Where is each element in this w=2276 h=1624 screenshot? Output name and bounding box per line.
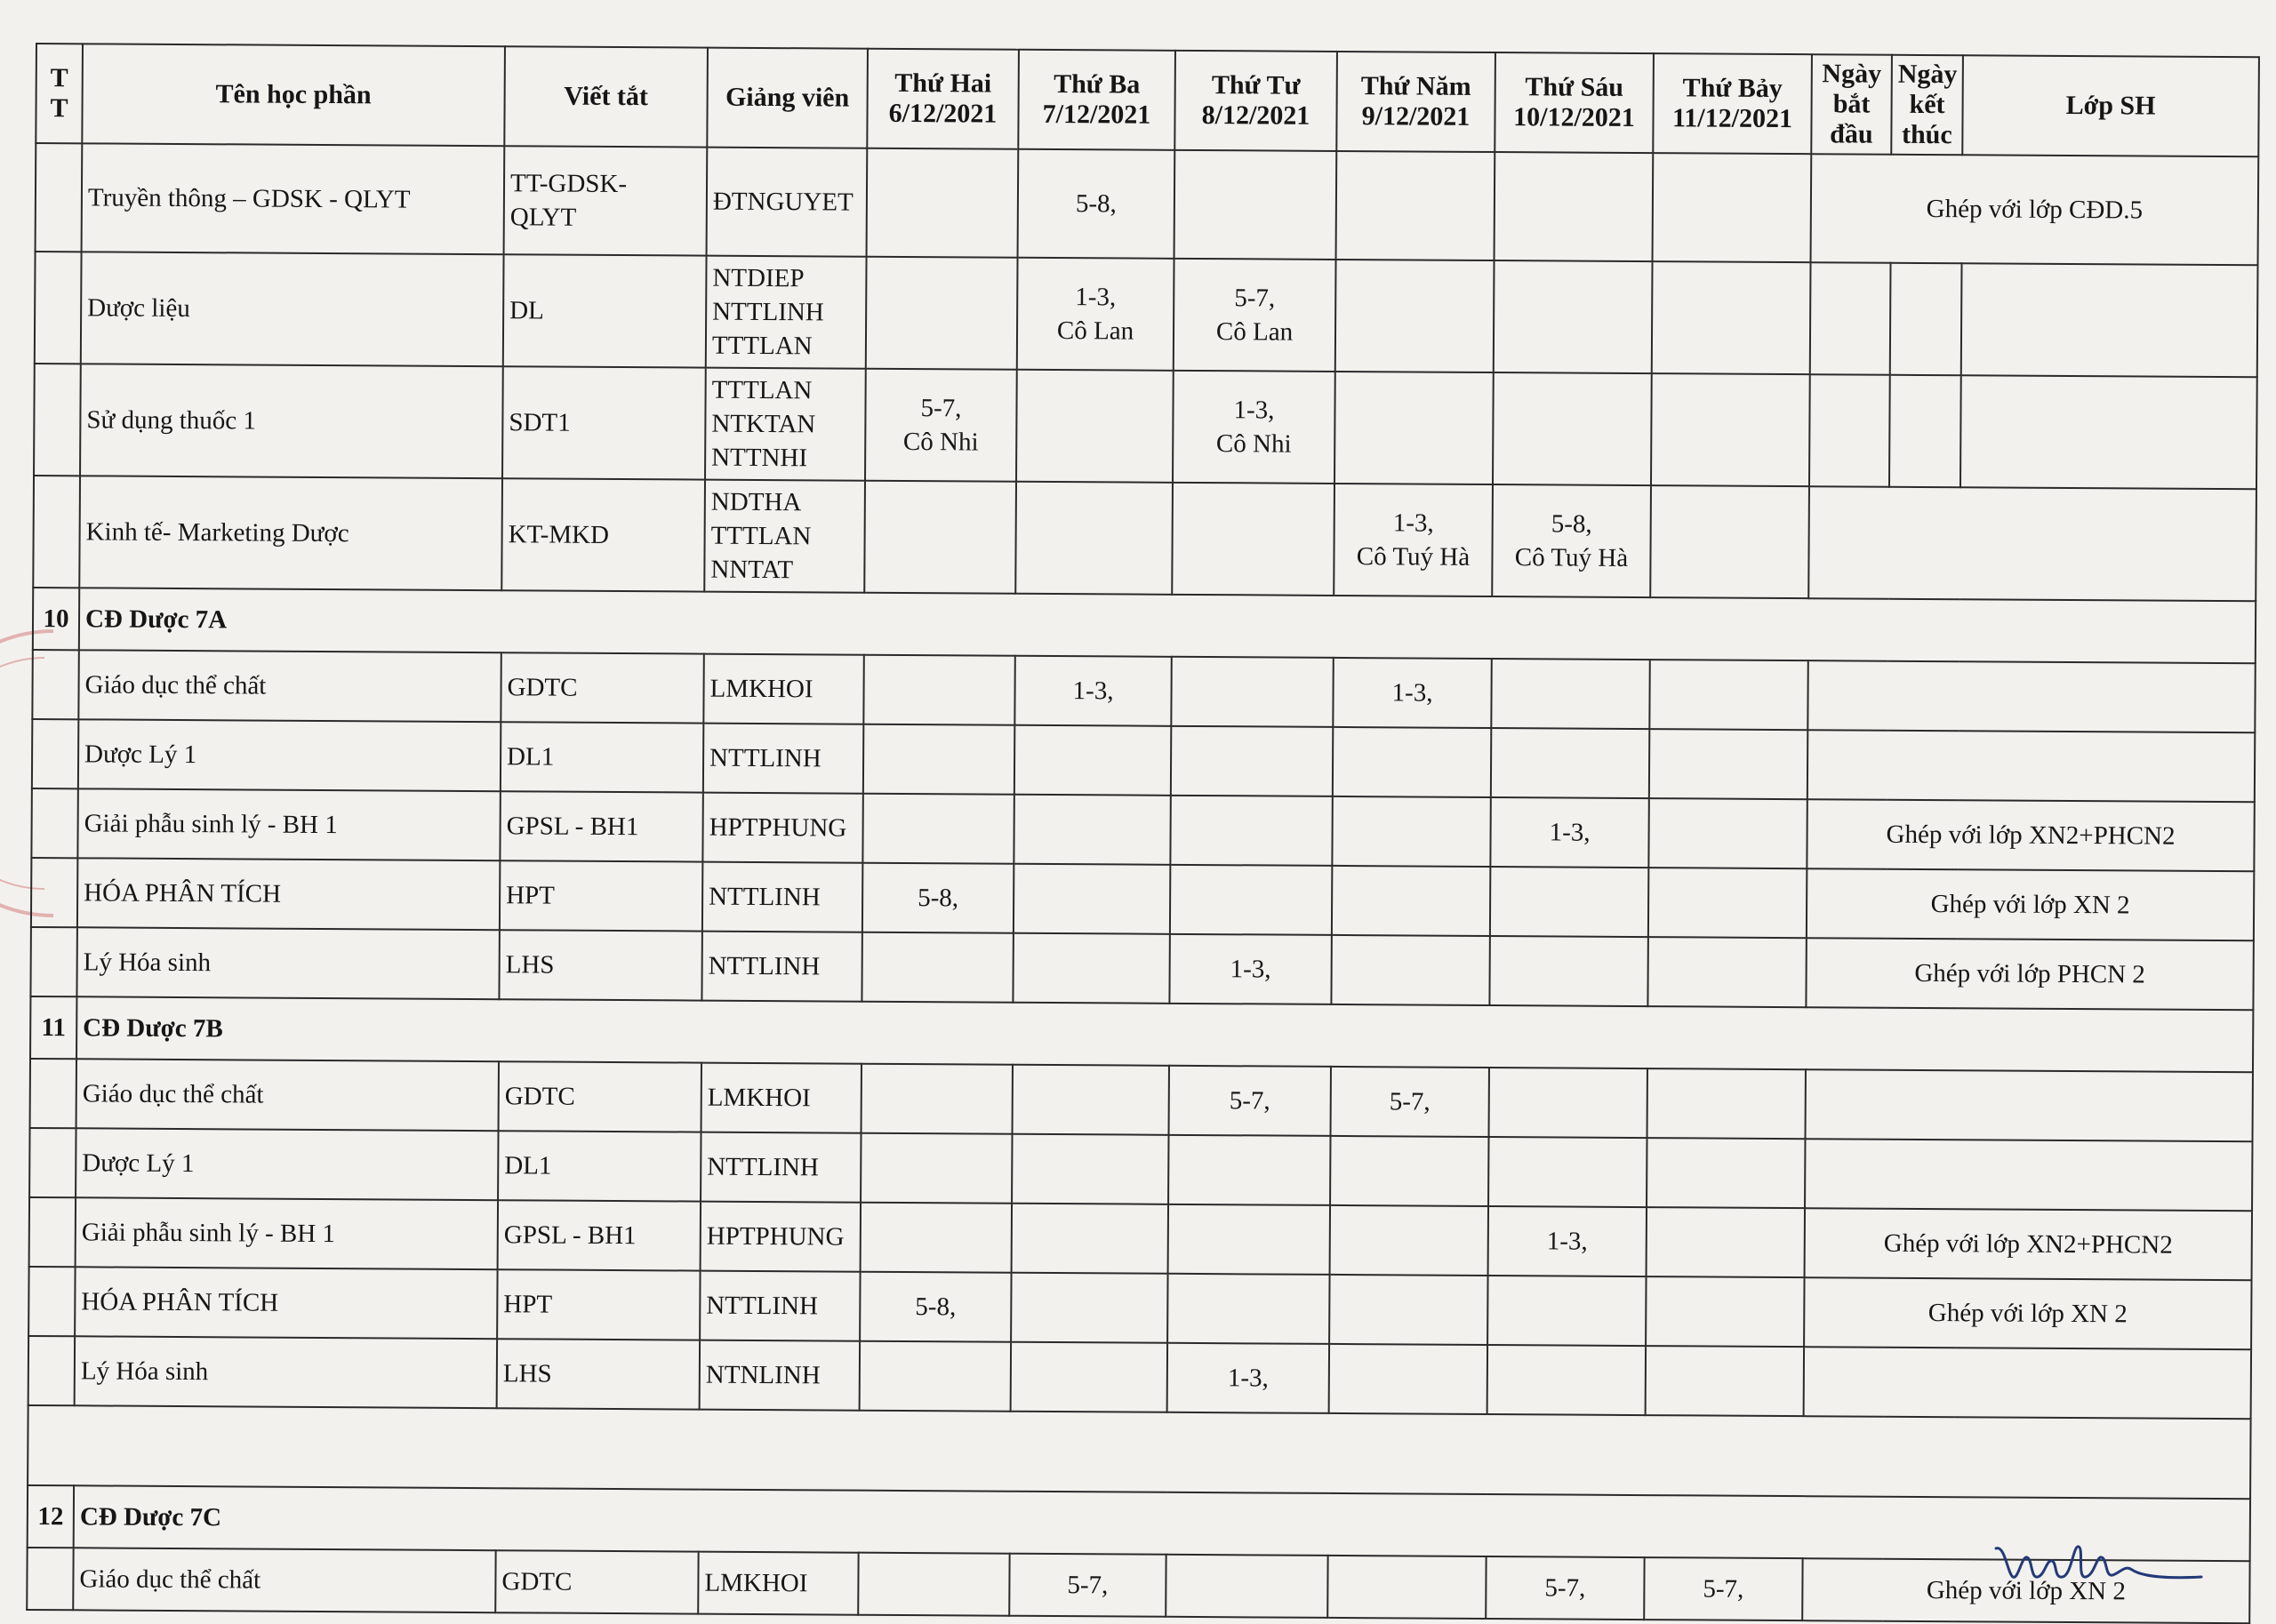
thursday-cell	[1333, 727, 1491, 797]
monday-cell	[862, 794, 1014, 864]
wednesday-cell	[1168, 1204, 1330, 1275]
thursday-cell	[1327, 1556, 1486, 1619]
saturday-cell	[1646, 1346, 1804, 1416]
row-number	[34, 364, 81, 476]
friday-cell	[1488, 1137, 1647, 1207]
blank-cell	[28, 1405, 2251, 1499]
thursday-cell: 1-3,	[1333, 658, 1491, 728]
blank-row	[28, 1405, 2251, 1499]
lecturer: TTTLAN NTKTAN NTTNHI	[705, 368, 866, 481]
saturday-cell	[1648, 868, 1807, 938]
subject-abbr: GDTC	[499, 1061, 701, 1132]
monday-cell: 5-8,	[862, 863, 1014, 933]
subject-abbr: DL1	[498, 1131, 701, 1201]
table-row	[28, 1336, 2251, 1419]
monday-cell	[866, 257, 1018, 370]
subject-name: Dược Lý 1	[78, 719, 501, 791]
monday-cell	[863, 655, 1014, 725]
table-row	[28, 1267, 2251, 1349]
tuesday-cell: 5-7,	[1009, 1554, 1166, 1617]
row-number	[36, 143, 83, 252]
lecturer: HPTPHUNG	[701, 1202, 861, 1272]
tuesday-cell: 1-3, Cô Lan	[1017, 258, 1174, 371]
class-sh-cell	[1961, 263, 2258, 377]
saturday-cell	[1648, 798, 1807, 868]
subject-abbr: KT-MKD	[501, 478, 705, 591]
monday-cell	[858, 1553, 1009, 1616]
subject-name: Giáo dục thể chất	[73, 1548, 495, 1612]
class-sh-cell	[1804, 1347, 2251, 1419]
wednesday-cell: 5-7,	[1169, 1066, 1331, 1136]
col-abbreviation: Viết tắt	[504, 46, 708, 147]
tuesday-cell	[1016, 370, 1174, 483]
monday-cell	[861, 1133, 1012, 1204]
wednesday-cell	[1171, 657, 1333, 727]
subject-name: Kinh tế- Marketing Dược	[79, 476, 502, 590]
tuesday-cell	[1011, 1342, 1167, 1412]
friday-cell	[1489, 1068, 1647, 1138]
wednesday-cell: 5-7, Cô Lan	[1174, 259, 1336, 372]
lecturer: NTDIEP NTTLINH TTTLAN	[706, 256, 867, 369]
subject-name: Lý Hóa sinh	[76, 927, 499, 999]
friday-cell	[1490, 867, 1648, 937]
thursday-cell	[1331, 935, 1489, 1005]
row-number	[33, 476, 80, 588]
end-date-cell	[1889, 375, 1961, 487]
table-row	[32, 650, 2255, 732]
friday-cell	[1491, 659, 1649, 729]
lecturer: NDTHA TTTLAN NNTAT	[704, 480, 865, 593]
row-number	[30, 927, 76, 996]
class-sh-cell	[1960, 375, 2257, 489]
class-sh-cell: Ghép với lớp PHCN 2	[1806, 938, 2253, 1010]
table-row	[29, 1128, 2252, 1211]
subject-name: Truyền thông – GDSK - QLYT	[82, 143, 505, 254]
subject-abbr: TT-GDSK- QLYT	[504, 146, 708, 255]
friday-cell: 1-3,	[1490, 797, 1648, 868]
subject-abbr: HPT	[497, 1269, 700, 1340]
start-date-cell	[1809, 374, 1890, 487]
thursday-cell	[1332, 866, 1490, 936]
subject-abbr: LHS	[497, 1339, 700, 1409]
tuesday-cell	[1015, 482, 1173, 595]
saturday-cell	[1647, 1207, 1805, 1277]
group-title: CĐ Dược 7C	[74, 1485, 2250, 1561]
friday-cell: 5-8, Cô Tuý Hà	[1492, 484, 1651, 597]
col-friday: Thứ Sáu 10/12/2021	[1495, 52, 1654, 153]
friday-cell	[1494, 260, 1653, 373]
thursday-cell	[1334, 372, 1494, 484]
table-row	[29, 1197, 2252, 1280]
group-number: 11	[30, 996, 76, 1059]
class-sh-cell	[1807, 730, 2255, 802]
lecturer: LMKHOI	[703, 654, 863, 724]
subject-abbr: SDT1	[502, 366, 706, 479]
col-thursday: Thứ Năm 9/12/2021	[1336, 52, 1495, 152]
class-sh-cell	[1807, 660, 2255, 732]
subject-name: Giáo dục thể chất	[76, 1059, 499, 1131]
class-sh-cell	[1805, 1139, 2252, 1211]
start-date-cell	[1810, 262, 1891, 375]
lecturer: NTTLINH	[703, 724, 863, 794]
wednesday-cell	[1174, 150, 1337, 260]
row-number	[31, 858, 77, 927]
table-row	[30, 1059, 2253, 1141]
tuesday-cell: 1-3,	[1014, 656, 1171, 726]
group-title: CĐ Dược 7B	[76, 996, 2253, 1072]
subject-abbr: DL1	[501, 722, 703, 792]
wednesday-cell	[1170, 796, 1332, 866]
subject-abbr: HPT	[500, 860, 702, 931]
saturday-cell	[1652, 261, 1811, 374]
row-number	[29, 1128, 76, 1197]
tuesday-cell	[1011, 1273, 1167, 1343]
row-number	[32, 719, 78, 788]
friday-cell	[1493, 372, 1652, 485]
friday-cell	[1495, 152, 1654, 261]
class-sh-cell: Ghép với lớp XN2+PHCN2	[1805, 1208, 2252, 1280]
row-number	[32, 650, 78, 719]
saturday-cell	[1653, 153, 1812, 262]
monday-cell	[864, 481, 1016, 594]
subject-abbr: GDTC	[495, 1550, 698, 1613]
tuesday-cell	[1012, 1204, 1168, 1274]
subject-abbr: GPSL - BH1	[500, 791, 702, 861]
saturday-cell	[1646, 1276, 1804, 1347]
row-number	[28, 1267, 75, 1336]
col-start-date: Ngày bắt đầu	[1811, 54, 1892, 155]
subject-abbr: GPSL - BH1	[498, 1200, 701, 1270]
lecturer: NTNLINH	[700, 1340, 860, 1411]
class-sh-cell: Ghép với lớp XN2+PHCN2	[1807, 799, 2254, 871]
group-title: CĐ Dược 7A	[79, 588, 2256, 663]
wednesday-cell	[1172, 483, 1334, 596]
group-number: 10	[33, 588, 79, 650]
tuesday-cell	[1014, 864, 1170, 934]
thursday-cell	[1329, 1275, 1487, 1345]
friday-cell	[1487, 1345, 1646, 1415]
subject-name: HÓA PHÂN TÍCH	[75, 1267, 497, 1339]
monday-cell	[861, 1203, 1012, 1273]
monday-cell	[867, 148, 1019, 258]
row-number	[29, 1197, 76, 1267]
thursday-cell	[1332, 796, 1490, 867]
lecturer: LMKHOI	[698, 1552, 858, 1615]
col-wednesday: Thứ Tư 8/12/2021	[1174, 51, 1337, 151]
subject-name: Dược liệu	[81, 252, 504, 366]
subject-name: Sử dụng thuốc 1	[80, 364, 503, 478]
group-number: 12	[28, 1485, 74, 1548]
tuesday-cell	[1014, 725, 1171, 796]
lecturer: ĐTNGUYET	[707, 148, 868, 257]
saturday-cell	[1647, 937, 1806, 1007]
saturday-cell: 5-7,	[1644, 1557, 1802, 1620]
wednesday-cell	[1170, 865, 1332, 935]
row-number	[27, 1548, 73, 1610]
handwritten-signature	[1992, 1538, 2205, 1591]
wednesday-cell	[1171, 726, 1333, 796]
col-monday: Thứ Hai 6/12/2021	[867, 49, 1019, 149]
monday-cell: 5-7, Cô Nhi	[865, 369, 1017, 482]
class-sh-cell	[1806, 1069, 2253, 1141]
tuesday-cell: 5-8,	[1018, 149, 1175, 259]
wednesday-cell: 1-3, Cô Nhi	[1173, 371, 1335, 484]
class-sh-cell	[1808, 486, 2256, 601]
class-sh-cell: Ghép với lớp XN 2	[1807, 868, 2254, 940]
table-row	[32, 719, 2255, 802]
table-row	[31, 788, 2254, 871]
subject-abbr: LHS	[499, 930, 701, 1000]
table-row	[35, 252, 2258, 377]
saturday-cell	[1651, 373, 1810, 486]
col-saturday: Thứ Bảy 11/12/2021	[1653, 53, 1812, 154]
class-sh-cell: Ghép với lớp XN 2	[1804, 1277, 2251, 1349]
friday-cell	[1491, 728, 1649, 798]
class-sh-cell: Ghép với lớp CĐD.5	[1811, 154, 2259, 265]
tuesday-cell	[1013, 1065, 1169, 1135]
tuesday-cell	[1013, 933, 1169, 1004]
monday-cell: 5-8,	[860, 1272, 1011, 1342]
col-tt: T T	[36, 44, 83, 143]
thursday-cell	[1336, 151, 1495, 260]
subject-name: Giáo dục thể chất	[78, 650, 501, 722]
table-row	[27, 1548, 2249, 1623]
end-date-cell	[1890, 263, 1962, 375]
row-number	[31, 788, 77, 858]
saturday-cell	[1649, 660, 1807, 730]
monday-cell	[863, 724, 1014, 795]
thursday-cell: 1-3, Cô Tuý Hà	[1334, 484, 1493, 596]
table-row	[33, 476, 2256, 601]
lecturer: NTTLINH	[700, 1271, 860, 1341]
col-end-date: Ngày kết thúc	[1891, 55, 1963, 155]
monday-cell	[862, 1064, 1013, 1134]
thursday-cell	[1330, 1136, 1488, 1206]
lecturer: NTTLINH	[701, 1132, 861, 1203]
subject-abbr: DL	[503, 254, 707, 367]
col-lecturer: Giảng viên	[707, 48, 868, 148]
subject-name: Lý Hóa sinh	[75, 1336, 497, 1408]
wednesday-cell: 1-3,	[1167, 1343, 1329, 1413]
saturday-cell	[1647, 1068, 1806, 1139]
lecturer: HPTPHUNG	[702, 793, 862, 863]
row-number	[30, 1059, 76, 1128]
row-number	[28, 1336, 75, 1405]
wednesday-cell	[1166, 1555, 1327, 1618]
thursday-cell	[1335, 260, 1495, 372]
tuesday-cell	[1012, 1134, 1168, 1204]
lecturer: LMKHOI	[701, 1063, 862, 1133]
monday-cell	[862, 932, 1013, 1003]
col-subject-name: Tên học phần	[82, 44, 505, 146]
subject-name: Giải phẫu sinh lý - BH 1	[77, 788, 500, 860]
thursday-cell	[1330, 1205, 1488, 1276]
thursday-cell	[1329, 1344, 1487, 1414]
friday-cell	[1487, 1276, 1646, 1346]
subject-name: Giải phẫu sinh lý - BH 1	[76, 1197, 498, 1269]
col-class-sh: Lớp SH	[1962, 55, 2259, 156]
friday-cell: 5-7,	[1486, 1556, 1644, 1620]
friday-cell	[1489, 936, 1647, 1006]
table-row	[34, 364, 2257, 489]
saturday-cell	[1647, 1138, 1805, 1208]
wednesday-cell	[1167, 1274, 1329, 1344]
wednesday-cell	[1168, 1135, 1330, 1205]
wednesday-cell: 1-3,	[1169, 934, 1331, 1004]
lecturer: NTTLINH	[702, 862, 862, 932]
lecturer: NTTLINH	[701, 932, 862, 1002]
table-row	[30, 927, 2253, 1010]
thursday-cell: 5-7,	[1331, 1067, 1489, 1137]
tuesday-cell	[1014, 795, 1170, 865]
row-number	[35, 252, 82, 364]
schedule-sheet	[36, 43, 2258, 1611]
saturday-cell	[1649, 729, 1807, 799]
col-tuesday: Thứ Ba 7/12/2021	[1018, 50, 1175, 150]
monday-cell	[860, 1341, 1011, 1412]
table-row	[36, 143, 2259, 265]
schedule-table	[26, 43, 2260, 1624]
subject-name: Dược Lý 1	[76, 1128, 498, 1200]
header-row	[36, 44, 2259, 156]
subject-name: HÓA PHÂN TÍCH	[77, 858, 500, 930]
friday-cell: 1-3,	[1488, 1206, 1647, 1276]
subject-abbr: GDTC	[501, 652, 703, 723]
table-row	[31, 858, 2254, 940]
saturday-cell	[1650, 485, 1809, 598]
class-sh-cell: Ghép với lớp XN 2	[1802, 1558, 2249, 1623]
